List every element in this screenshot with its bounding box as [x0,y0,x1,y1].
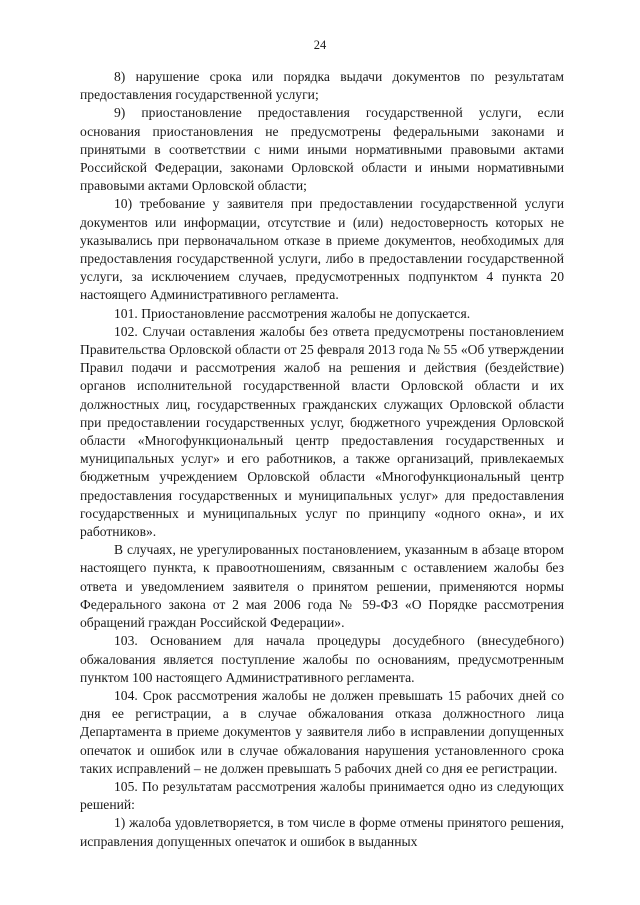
paragraph-104: 104. Срок рассмотрения жалобы не должен превышать 15 рабочих дней со дня ее регистрации, а в случае обжалования отказа должностного лица Департамента в приеме документов у заявителя либо в исправлении допущенных опечаток и ошибок или в случае обжалования нарушения установленного срока таких исправлений – не должен превышать 5 рабочих дней со дня ее регистрации. [80,687,564,776]
document-body [80,68,564,851]
paragraph-item-10: 10) требование у заявителя при предоставлении государственной услуги документов или информации, отсутствие и (или) недостоверность которых не указывались при первоначальном отказе в приеме документов, необходимых для предоставления государственной услуги, либо в предоставлении государственной услуги, за исключением случаев, предусмотренных подпунктом 4 пункта 20 настоящего Административного регламента. [80,196,564,303]
paragraph-103: 103. Основанием для начала процедуры досудебного (внесудебного) обжалования является поступление жалобы по основаниям, предусмотренным пунктом 100 настоящего Административного регламента. [80,633,564,685]
paragraph-item-9: 9) приостановление предоставления государственной услуги, если основания приостановления не предусмотрены федеральными законами и принятыми в соответствии с ними иными нормативными правовыми актами Российской Федерации, законами Орловской области и иными нормативными правовыми актами Орловской области; [80,105,564,194]
paragraph-item-8: 8) нарушение срока или порядка выдачи документов по результатам предоставления государственной услуги; [80,69,564,103]
paragraph-102-continued: В случаях, не урегулированных постановлением, указанным в абзаце втором настоящего пункта, к правоотношениям, связанным с оставлением жалобы без ответа и уведомлением заявителя о принятом решении, применяются нормы Федерального закона от 2 мая 2006 года № 59-ФЗ «О Порядке рассмотрения обращений граждан Российской Федерации». [80,542,564,631]
page-number: 24 [313,38,327,52]
paragraph-105-item-1: 1) жалоба удовлетворяется, в том числе в форме отмены принятого решения, исправления допущенных опечаток и ошибок в выданных [80,815,564,849]
paragraph-105: 105. По результатам рассмотрения жалобы принимается одно из следующих решений: [80,778,564,813]
paragraph-101: 101. Приостановление рассмотрения жалобы не допускается. [114,305,471,321]
paragraph-102: 102. Случаи оставления жалобы без ответа предусмотрены постановлением Правительства Орловской области от 25 февраля 2013 года № 55 «Об утверждении Правил подачи и рассмотрения жалоб на решения и действия (бездействие) органов исполнительной государственной власти Орловской области и их должностных лиц, государственных гражданских служащих Орловской области при предоставлении государственных услуг, бюджетного учреждения Орловской области «Многофункциональный центр предоставления государственных и муниципальных услуг» и его работников, а также организаций, привлекаемых бюджетным учреждением Орловской области «Многофункциональный центр предоставления государственных и муниципальных услуг» для предоставления государственных и муниципальных услуг по принципу «одного окна», и их работников». [80,323,564,540]
